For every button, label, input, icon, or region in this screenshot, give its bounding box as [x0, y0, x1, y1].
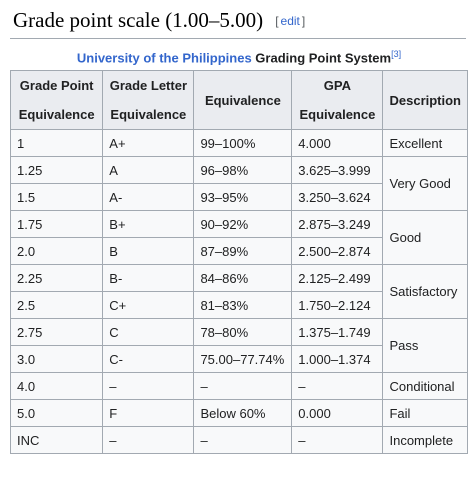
cell-percentage: –	[194, 373, 292, 400]
cell-percentage: 75.00–77.74%	[194, 346, 292, 373]
cell-letter: F	[103, 400, 194, 427]
table-row	[11, 319, 468, 346]
cell-percentage: 78–80%	[194, 319, 292, 346]
cell-percentage: 96–98%	[194, 157, 292, 184]
cell-grade-point: 1.75	[11, 211, 103, 238]
cell-grade-point: 2.0	[11, 238, 103, 265]
cell-percentage: 81–83%	[194, 292, 292, 319]
cell-percentage: –	[194, 427, 292, 454]
header-gpa: GPA Equivalence	[292, 71, 383, 130]
cell-gpa: 0.000	[292, 400, 383, 427]
header-equivalence: Equivalence	[194, 71, 292, 130]
cell-grade-point: 3.0	[11, 346, 103, 373]
cell-description: Excellent	[383, 130, 468, 157]
cell-letter: –	[103, 427, 194, 454]
cell-percentage: 99–100%	[194, 130, 292, 157]
cell-description: Incomplete	[383, 427, 468, 454]
cell-gpa: –	[292, 373, 383, 400]
heading-divider	[10, 38, 466, 39]
cell-grade-point: 2.25	[11, 265, 103, 292]
header-grade-letter: Grade Letter Equivalence	[103, 71, 194, 130]
section-title: Grade point scale (1.00–5.00)	[13, 8, 264, 32]
table-row	[11, 130, 468, 157]
caption-reference[interactable]: [3]	[391, 49, 402, 59]
edit-section	[275, 14, 305, 28]
cell-gpa: 1.750–2.124	[292, 292, 383, 319]
cell-gpa: 1.375–1.749	[292, 319, 383, 346]
cell-description: Fail	[383, 400, 468, 427]
table-row	[11, 400, 468, 427]
section-heading	[13, 8, 305, 33]
cell-gpa: 1.000–1.374	[292, 346, 383, 373]
table-caption	[10, 49, 468, 65]
cell-letter: C	[103, 319, 194, 346]
cell-percentage: 87–89%	[194, 238, 292, 265]
cell-grade-point: 2.5	[11, 292, 103, 319]
cell-percentage: 93–95%	[194, 184, 292, 211]
cell-grade-point: 1	[11, 130, 103, 157]
cell-percentage: 84–86%	[194, 265, 292, 292]
cell-letter: A	[103, 157, 194, 184]
edit-bracket-close: ]	[301, 14, 306, 28]
cell-description: Satisfactory	[383, 265, 468, 319]
cell-percentage: 90–92%	[194, 211, 292, 238]
cell-percentage: Below 60%	[194, 400, 292, 427]
cell-letter: A+	[103, 130, 194, 157]
cell-gpa: 4.000	[292, 130, 383, 157]
header-grade-point: Grade Point Equivalence	[11, 71, 103, 130]
cell-grade-point: 2.75	[11, 319, 103, 346]
cell-letter: B	[103, 238, 194, 265]
cell-grade-point: 4.0	[11, 373, 103, 400]
cell-description: Conditional	[383, 373, 468, 400]
cell-grade-point: 5.0	[11, 400, 103, 427]
cell-gpa: 2.500–2.874	[292, 238, 383, 265]
edit-link[interactable]: edit	[280, 14, 300, 28]
cell-grade-point: INC	[11, 427, 103, 454]
cell-grade-point: 1.25	[11, 157, 103, 184]
cell-gpa: 3.250–3.624	[292, 184, 383, 211]
table-row	[11, 157, 468, 184]
table-row	[11, 373, 468, 400]
cell-letter: B+	[103, 211, 194, 238]
caption-university-link[interactable]: University of the Philippines	[76, 50, 252, 66]
cell-letter: C-	[103, 346, 194, 373]
cell-description: Pass	[383, 319, 468, 373]
cell-letter: A-	[103, 184, 194, 211]
cell-grade-point: 1.5	[11, 184, 103, 211]
cell-description: Good	[383, 211, 468, 265]
table-row	[11, 265, 468, 292]
cell-letter: –	[103, 373, 194, 400]
table-header-row	[11, 71, 468, 130]
table-row	[11, 427, 468, 454]
cell-gpa: 2.875–3.249	[292, 211, 383, 238]
table-row	[11, 211, 468, 238]
grading-table	[10, 70, 468, 454]
caption-text: Grading Point System	[251, 50, 392, 66]
cell-letter: C+	[103, 292, 194, 319]
cell-gpa: –	[292, 427, 383, 454]
cell-gpa: 3.625–3.999	[292, 157, 383, 184]
cell-letter: B-	[103, 265, 194, 292]
cell-description: Very Good	[383, 157, 468, 211]
cell-gpa: 2.125–2.499	[292, 265, 383, 292]
header-description: Description	[383, 71, 468, 130]
edit-bracket-open: [	[275, 14, 279, 28]
